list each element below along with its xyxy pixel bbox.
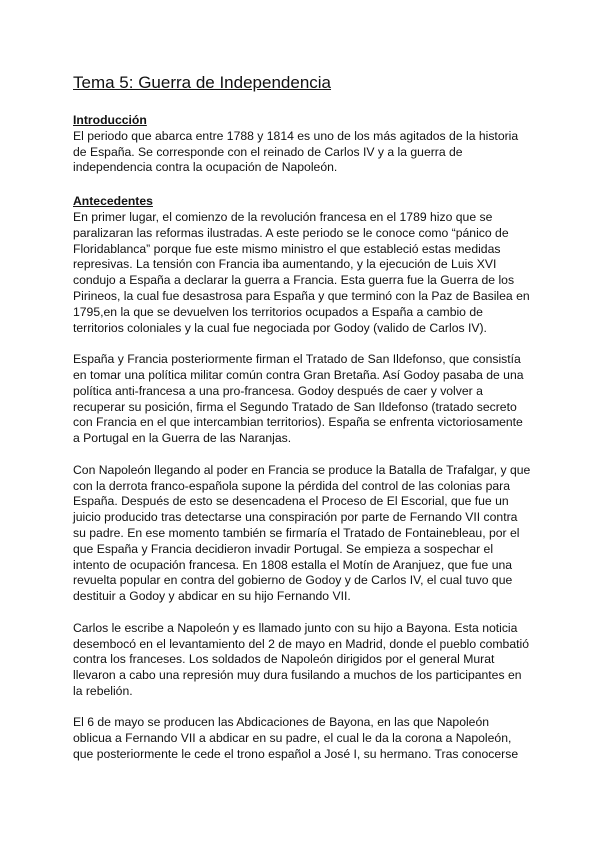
paragraph-spacer (73, 447, 533, 463)
paragraph-spacer (73, 336, 533, 352)
section-spacer (73, 176, 533, 194)
document-page (73, 72, 533, 763)
paragraph-antecedentes-2: España y Francia posteriormente firman el Tratado de San Ildefonso, que consistía en tomar una política militar común contra Gran Bretaña. Así Godoy pasaba de una política anti-francesa a una pro-francesa. Godoy después de caer y volver a recuperar su posición, firma el Segundo Tratado de San Ildefonso (tratado secreto con Francia en el que intercambian territorios). España se enfrenta victoriosamente a Portugal en la Guerra de las Naranjas. (73, 352, 524, 446)
page-title: Tema 5: Guerra de Independencia (73, 73, 332, 92)
section-heading-antecedentes: Antecedentes (73, 194, 153, 209)
section-heading-introduccion: Introducción (73, 113, 147, 127)
paragraph-antecedentes-4: Carlos le escribe a Napoleón y es llamado junto con su hijo a Bayona. Esta noticia desembocó en el levantamiento del 2 de mayo en Madrid, donde el pueblo combatió contra los franceses. Los soldados de Napoleón dirigidos por el general Murat llevaron a cabo una represión muy dura fusilando a muchos de los participantes en la rebelión. (73, 620, 529, 698)
paragraph-spacer (73, 605, 533, 621)
paragraph-antecedentes-3: Con Napoleón llegando al poder en Francia se produce la Batalla de Trafalgar, y que con la derrota franco-española supone la pérdida del control de las colonias para España. Después de esto se desencadena el Proceso de El Escorial, que fue un juicio producido tras detectarse una conspiración por parte de Fernando VII contra su padre. En ese momento también se firmaría el Tratado de Fontainebleau, por el que España y Francia decidieron invadir Portugal. Se empieza a sospechar el intento de ocupación francesa. En 1808 estalla el Motín de Aranjuez, que fue una revuelta popular en contra del gobierno de Godoy y de Carlos IV, el cual tuvo que destituir a Godoy y abdicar en su hijo Fernando VII. (73, 462, 531, 604)
paragraph-antecedentes-5: El 6 de mayo se producen las Abdicaciones de Bayona, en las que Napoleón oblicua a Fernando VII a abdicar en su padre, el cual le da la corona a Napoleón, que posteriormente le cede el trono español a José I, su hermano. Tras conocerse (73, 715, 519, 762)
paragraph-antecedentes-1: En primer lugar, el comienzo de la revolución francesa en el 1789 hizo que se paralizaran las reformas ilustradas. A este periodo se le conoce como “pánico de Floridablanca” porque fue este mismo ministro el que estableció estas medidas represivas. La tensión con Francia iba aumentando, y la ejecución de Luis XVI condujo a España a declarar la guerra a Francia. Esta guerra fue la Guerra de los Pirineos, la cual fue desastrosa para España y que terminó con la Paz de Basilea en 1795,en la que se devuelven los territorios ocupados a España a cambio de territorios coloniales y la cual fue negociada por Godoy (valido de Carlos IV). (73, 209, 530, 335)
paragraph-introduccion: El periodo que abarca entre 1788 y 1814 es uno de los más agitados de la historia de España. Se corresponde con el reinado de Carlos IV y a la guerra de independencia contra la ocupación de Napoleón. (73, 128, 519, 175)
paragraph-spacer (73, 700, 533, 716)
